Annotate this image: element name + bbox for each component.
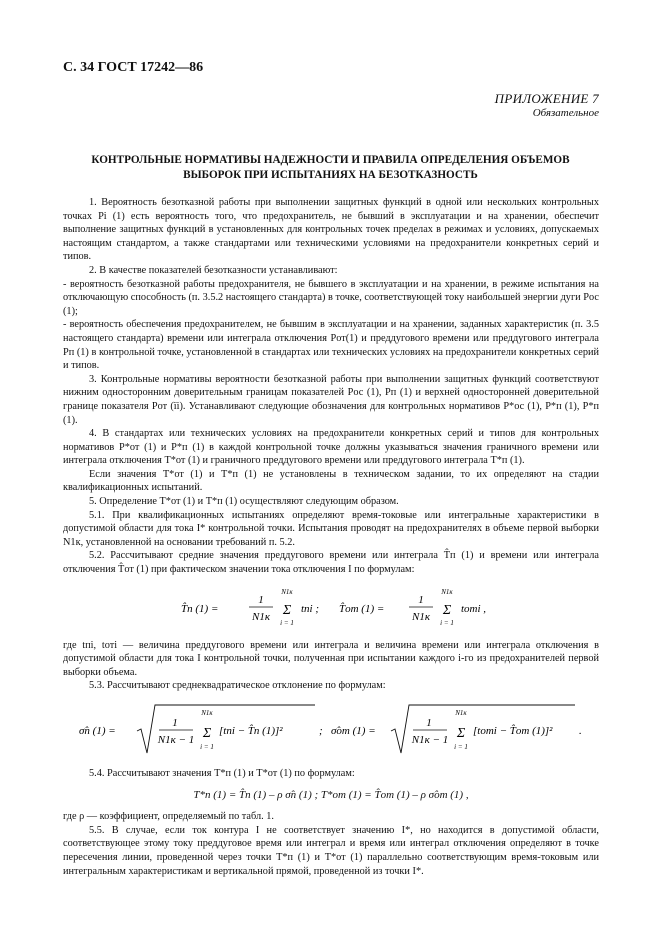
formula-mean-svg: [121, 585, 541, 631]
f1-sigma1: Σ: [282, 602, 292, 618]
where-block: [63, 639, 599, 680]
f2-lhs2: σ̂от (1) =: [331, 725, 376, 737]
title-line-1: КОНТРОЛЬНЫЕ НОРМАТИВЫ НАДЕЖНОСТИ И ПРАВИЛА ОПРЕДЕЛЕНИЯ ОБЪЕМОВ: [91, 154, 570, 166]
f1-sumtop2: N1к: [441, 587, 453, 596]
f2-sumtop1: N1к: [201, 709, 213, 717]
formula-mean: [63, 585, 599, 631]
paragraph-2: 2. В качестве показателей безотказности устанавливают:: [89, 264, 338, 276]
f2-sep: ;: [319, 725, 323, 737]
formula-sigma: [63, 701, 599, 759]
f2-num2: 1: [426, 717, 432, 729]
paragraph-5-2: 5.2. Рассчитывают средние значения преддугового времени или интеграла T̂п (1) и времени или интеграла отключения T̂от (1) при фактическом значении тока отключения I по формулам:: [63, 550, 599, 576]
formula-limits: T*п (1) = T̂п (1) – ρ σ̂п (1) ; T*от (1) = T̂от (1) – ρ σ̂от (1) ,: [193, 788, 469, 801]
f2-sigma1: Σ: [202, 726, 212, 741]
f2-lhs1: σ̂п (1) =: [79, 725, 116, 737]
paragraph-5-4: 5.4. Рассчитывают значения T*п (1) и T*от (1) по формулам:: [89, 768, 355, 779]
f1-sumbot2: i = 1: [440, 618, 454, 627]
f2-sumbot1: i = 1: [200, 743, 214, 751]
where-label: где tпi, tотi —: [63, 639, 134, 651]
f1-num1: 1: [258, 593, 264, 606]
body-text: [63, 196, 599, 878]
page-header: С. 34 ГОСТ 17242—86: [63, 60, 204, 75]
where-text: величина преддугового времени или интеграла и величина времени или интеграла отключения в допустимой области для тока I контрольной точки, полученная при испытании каждого i-го из предохранителей первой выборки объема.: [63, 639, 599, 678]
where-rho: где ρ — коэффициент, определяемый по табл. 1.: [63, 811, 274, 823]
f1-den2: N1к: [412, 610, 430, 623]
section-title: [80, 153, 581, 183]
f2-sigma2: Σ: [456, 726, 466, 741]
paragraph-5-5: 5.5. В случае, если ток контура I не соответствует значению I*, но находится в допустимой области, соответствующее этому току преддуговое время или интеграл и время или интеграл отключения определяют в точке пересечения линии, проведенной через точки T*п (1) и T*от (1) параллельно соответствующим время-токовым или интегральным характеристикам и вертикальной прямой, проведенной из точки I*.: [63, 824, 599, 877]
title-line-2: ВЫБОРОК ПРИ ИСПЫТАНИЯХ НА БЕЗОТКАЗНОСТЬ: [183, 169, 478, 181]
formula-sigma-svg: [63, 701, 599, 759]
appendix-subtitle: Обязательное: [532, 107, 599, 120]
f1-term1: tпi ;: [301, 602, 320, 615]
appendix-block: [495, 91, 599, 121]
appendix-title: ПРИЛОЖЕНИЕ 7: [494, 91, 599, 106]
f2-den1: N1к − 1: [157, 734, 195, 746]
f2-den2: N1к − 1: [411, 734, 449, 746]
f1-sumtop1: N1к: [281, 587, 293, 596]
paragraph-5: 5. Определение T*от (1) и T*п (1) осуществляют следующим образом.: [89, 496, 399, 508]
f1-num2: 1: [418, 593, 424, 606]
f2-sumtop2: N1к: [455, 709, 467, 717]
paragraph-2a: - вероятность безотказной работы предохранителя, не бывшего в эксплуатации и на хранении, в режиме испытания на отключающую способность (п. 3.5.2 настоящего стандарта) в точке, соответствующей току наибольшей энергии дуги Pос (1);: [63, 278, 599, 317]
f2-term2: [tотi − T̂от (1)]²: [473, 725, 553, 737]
f2-end: .: [579, 725, 582, 737]
f1-lhs2: T̂от (1) =: [339, 602, 385, 615]
paragraph-1: 1. Вероятность безотказной работы при выполнении защитных функций в одной или нескольких контрольных точках Pi (1) есть вероятность того, что предохранитель, не бывший в эксплуатации и на хранении, обеспечит выполнение защитных функций в установленных для контрольных точек пределах в режимах и условиях, допускаемых настоящим стандартом, а также стандартами или техническими условиями на предохранители конкретных серий и типов.: [63, 197, 599, 263]
f1-lhs1: T̂п (1) =: [181, 602, 219, 615]
f2-sumbot2: i = 1: [454, 743, 468, 751]
f1-term2: tотi ,: [461, 602, 487, 615]
f1-den1: N1к: [252, 610, 270, 623]
paragraph-2b: - вероятность обеспечения предохранителем, не бывшим в эксплуатации и на хранении, заданных характеристик (п. 3.5 настоящего стандарта) времени или интеграла отключения Pот(1) и преддугового времени или преддугового интеграла Pп (1) в контрольной точке, установленной в стандартах или технических условиях на предохранители конкретных серий и типов.: [63, 319, 599, 372]
paragraph-5-1: 5.1. При квалификационных испытаниях определяют время-токовые или интегральные характеристики в допустимой области для тока I* контрольной точки. Испытания проводят на предохранителях в объеме первой выборки N1к, установленной на основании требований п. 5.2.: [63, 509, 599, 548]
f2-term1: [tпi − T̂п (1)]²: [219, 725, 283, 737]
paragraph-4: 4. В стандартах или технических условиях на предохранители конкретных серий и типов для контрольных нормативов P*от (1) и P*п (1) в каждой контрольной точке должны указываться значения граничного времени или интеграла отключения T*от (1) и граничного преддугового времени или преддугового интеграла T*п (1).: [63, 428, 599, 467]
paragraph-4b: Если значения T*от (1) и T*п (1) не установлены в техническом задании, то их определяют на стадии квалификационных испытаний.: [63, 468, 599, 494]
f1-sumbot1: i = 1: [280, 618, 294, 627]
paragraph-5-3: 5.3. Рассчитывают среднеквадратическое отклонение по формулам:: [89, 680, 386, 692]
paragraph-3: 3. Контрольные нормативы вероятности безотказной работы при выполнении защитных функций соответствуют нижним односторонним доверительным границам показателей Pос (1), Pп (1) и верхней односторонней доверительной границе показателя Pот (ïi). Устанавливают следующие обозначения для контрольных нормативов P*ос (1), P*п (1), P*п (1).: [63, 373, 599, 426]
f1-sigma2: Σ: [442, 602, 452, 618]
f2-num1: 1: [172, 717, 178, 729]
